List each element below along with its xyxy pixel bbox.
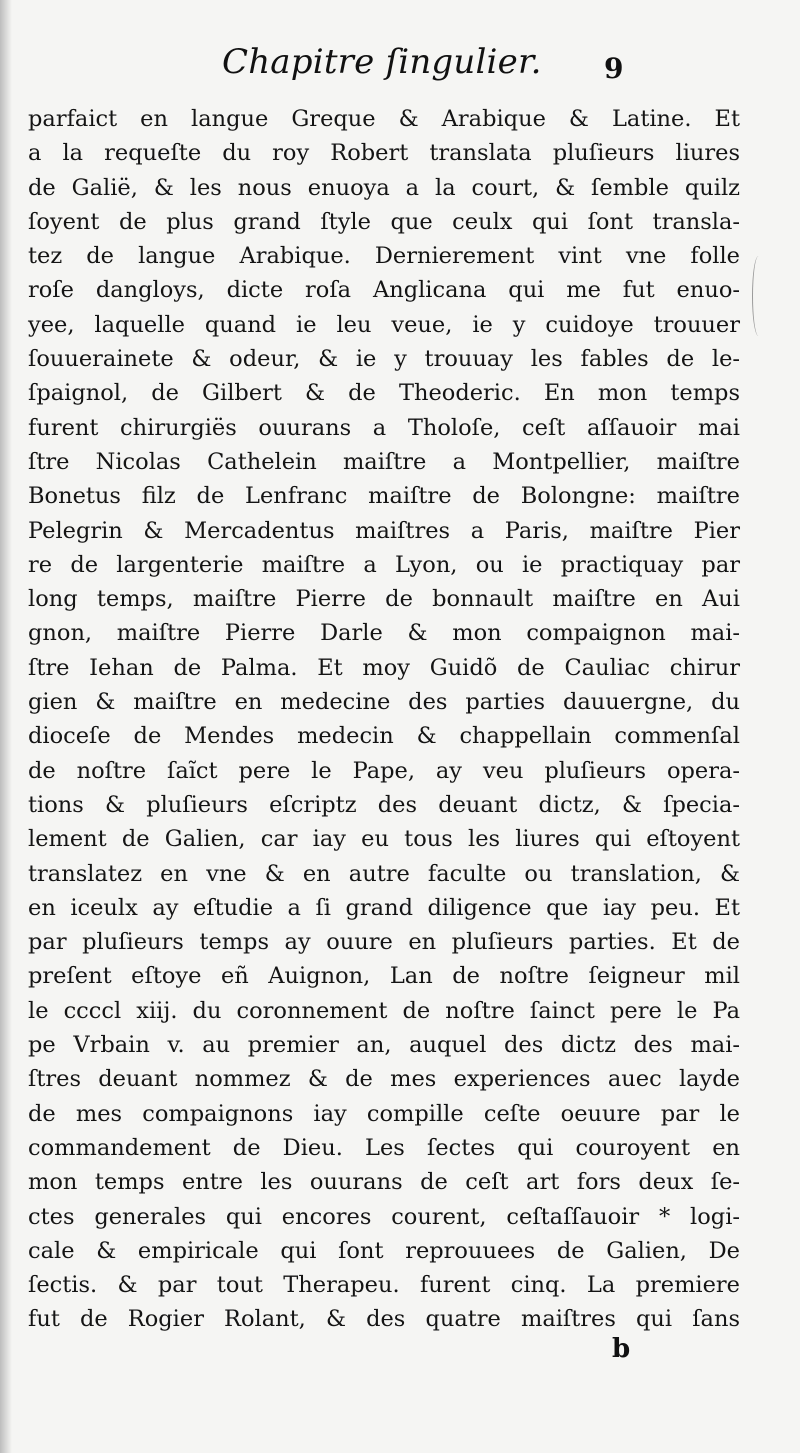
text-line: dioceſe de Mendes medecin & chappellain commenſal [28,723,740,750]
signature-mark: b [612,1334,631,1364]
text-line: mon temps entre les ouurans de ceſt art fors deux ſe- [28,1169,740,1196]
text-line: yee, laquelle quand ie leu veue, ie y cuidoye trouuer [28,311,740,338]
text-line: ſoyent de plus grand ſtyle que ceulx qui ſont transla- [28,208,740,235]
text-line: par pluſieurs temps ay ouure en pluſieurs parties. Et de [28,929,740,956]
text-line: long temps, maiſtre Pierre de bonnault maiſtre en Aui [28,586,740,613]
text-line: preſent eſtoye eñ Auignon, Lan de noſtre ſeigneur mil [28,963,740,990]
text-line: parfaict en langue Greque & Arabique & Latine. Et [28,106,740,132]
text-line: commandement de Dieu. Les ſectes qui couroyent en [28,1134,740,1161]
page-gutter-shadow [0,0,12,1453]
text-line: tez de langue Arabique. Dernierement vint vne folle [28,243,740,270]
text-line: Pelegrin & Mercadentus maiſtres a Paris, maiſtre Pier [28,517,740,544]
text-line: cale & empiricale qui ſont reprouuees de Galien, De [28,1237,740,1264]
text-line: ſtre Nicolas Cathelein maiſtre a Montpellier, maiſtre [28,448,740,475]
text-line: de noſtre ſaĩct pere le Pape, ay veu pluſieurs opera- [28,757,740,784]
text-line: Bonetus filz de Lenfranc maiſtre de Bolongne: maiſtre [28,483,740,510]
text-line: a la requeſte du roy Robert translata pluſieurs liures [28,140,740,167]
text-line: de Galië, & les nous enuoya a la court, & ſemble quilz [28,174,740,201]
text-line: le ccccl xiij. du coronnement de noſtre ſainct pere le Pa [28,997,740,1024]
text-line: re de largenterie maiſtre a Lyon, ou ie practiquay par [28,551,740,578]
text-line: ſtres deuant nommez & de mes experiences auec layde [28,1066,740,1093]
text-line: tions & pluſieurs eſcriptz des deuant dictz, & ſpecia- [28,791,740,818]
text-line: ſectis. & par tout Therapeu. furent cinq. La premiere [28,1272,740,1299]
text-line: translatez en vne & en autre faculte ou translation, & [28,860,740,887]
running-head [0,38,800,98]
text-line: en iceulx ay eſtudie a ſi grand diligence que iay peu. Et [28,894,740,921]
body-text [28,102,740,1337]
running-title: Chapitre ſingulier. [222,42,542,82]
text-line: ſpaignol, de Gilbert & de Theoderic. En mon temps [28,380,740,407]
text-line: fut de Rogier Rolant, & des quatre maiſtres qui ſans [28,1306,740,1333]
text-line: ſtre Iehan de Palma. Et moy Guidõ de Cauliac chirur [28,654,740,681]
text-line: pe Vrbain v. au premier an, auquel des dictz des mai- [28,1032,740,1059]
text-line: gnon, maiſtre Pierre Darle & mon compaignon mai- [28,620,740,647]
text-line: de mes compaignons iay compille ceſte oeuure par le [28,1100,740,1127]
margin-bracket-mark [752,256,765,336]
text-line: furent chirurgiës ouurans a Tholoſe, ceſt aſſauoir mai [28,414,740,441]
text-line: ctes generales qui encores courent, ceſtaſſauoir * logi- [28,1203,740,1230]
text-line: ſouuerainete & odeur, & ie y trouuay les fables de le- [28,346,740,373]
text-line: gien & maiſtre en medecine des parties dauuergne, du [28,689,740,716]
text-line: lement de Galien, car iay eu tous les liures qui eſtoyent [28,826,740,853]
text-line: roſe dangloys, dicte roſa Anglicana qui me fut enuo- [28,277,740,304]
page-number: 9 [604,52,624,85]
